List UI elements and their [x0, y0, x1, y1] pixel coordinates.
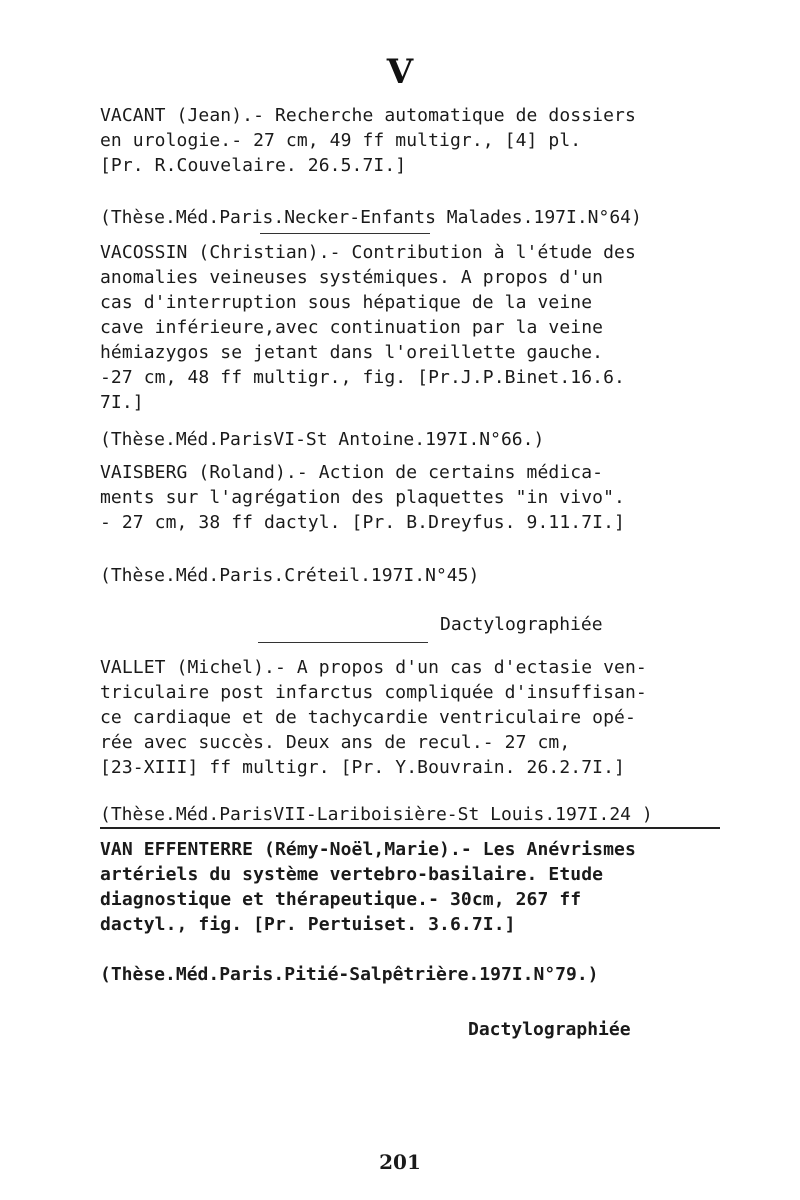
entry-line: ce cardiaque et de tachycardie ventriculaire opé- [100, 707, 636, 728]
separator-line [258, 642, 428, 643]
entry-line: triculaire post infarctus compliquée d'insuffisan- [100, 682, 647, 703]
separator-line [260, 233, 430, 234]
entry-vaisberg [100, 460, 720, 535]
entry-line: VACANT (Jean).- Recherche automatique de dossiers [100, 105, 636, 126]
entry-line: diagnostique et thérapeutique.- 30cm, 267 ff [100, 889, 582, 910]
entry-line: anomalies veineuses systémiques. A propos d'un [100, 267, 604, 288]
entry-line: 7I.] [100, 392, 144, 413]
entry-line: [Pr. R.Couvelaire. 26.5.7I.] [100, 155, 407, 176]
thesis-reference: (Thèse.Méd.ParisVII-Lariboisière-St Louis.197I.24 ) [100, 804, 653, 825]
thesis-reference: (Thèse.Méd.Paris.Necker-Enfants Malades.197I.N°64) [100, 207, 642, 228]
entry-line: ments sur l'agrégation des plaquettes "in vivo". [100, 487, 625, 508]
page-number: 201 [379, 1150, 421, 1174]
thesis-reference: (Thèse.Méd.Paris.Pitié-Salpêtrière.197I.N°79.) [100, 964, 599, 985]
entry-vacossin [100, 240, 720, 415]
entry-line: [23-XIII] ff multigr. [Pr. Y.Bouvrain. 26.2.7I.] [100, 757, 625, 778]
entry-line: dactyl., fig. [Pr. Pertuiset. 3.6.7I.] [100, 914, 516, 935]
entry-line: cas d'interruption sous hépatique de la veine [100, 292, 593, 313]
separator-line [100, 827, 720, 829]
entry-line: -27 cm, 48 ff multigr., fig. [Pr.J.P.Binet.16.6. [100, 367, 625, 388]
thesis-reference: (Thèse.Méd.ParisVI-St Antoine.197I.N°66.) [100, 429, 545, 450]
entry-line: VACOSSIN (Christian).- Contribution à l'étude des [100, 242, 636, 263]
typing-note: Dactylographiée [440, 614, 603, 635]
entry-line: - 27 cm, 38 ff dactyl. [Pr. B.Dreyfus. 9.11.7I.] [100, 512, 625, 533]
entry-van-effenterre [100, 837, 720, 937]
entry-vacant [100, 103, 720, 178]
thesis-reference: (Thèse.Méd.Paris.Créteil.197I.N°45) [100, 565, 480, 586]
entry-line: VAISBERG (Roland).- Action de certains médica- [100, 462, 604, 483]
section-letter: V [386, 52, 414, 92]
entry-line: cave inférieure,avec continuation par la veine [100, 317, 604, 338]
typing-note: Dactylographiée [468, 1019, 631, 1040]
entry-line: VAN EFFENTERRE (Rémy-Noël,Marie).- Les Anévrismes [100, 839, 636, 860]
entry-line: rée avec succès. Deux ans de recul.- 27 cm, [100, 732, 571, 753]
entry-line: VALLET (Michel).- A propos d'un cas d'ectasie ven- [100, 657, 647, 678]
entry-line: artériels du système vertebro-basilaire. Etude [100, 864, 604, 885]
entry-line: hémiazygos se jetant dans l'oreillette gauche. [100, 342, 604, 363]
entry-line: en urologie.- 27 cm, 49 ff multigr., [4] pl. [100, 130, 582, 151]
entry-vallet [100, 655, 720, 780]
